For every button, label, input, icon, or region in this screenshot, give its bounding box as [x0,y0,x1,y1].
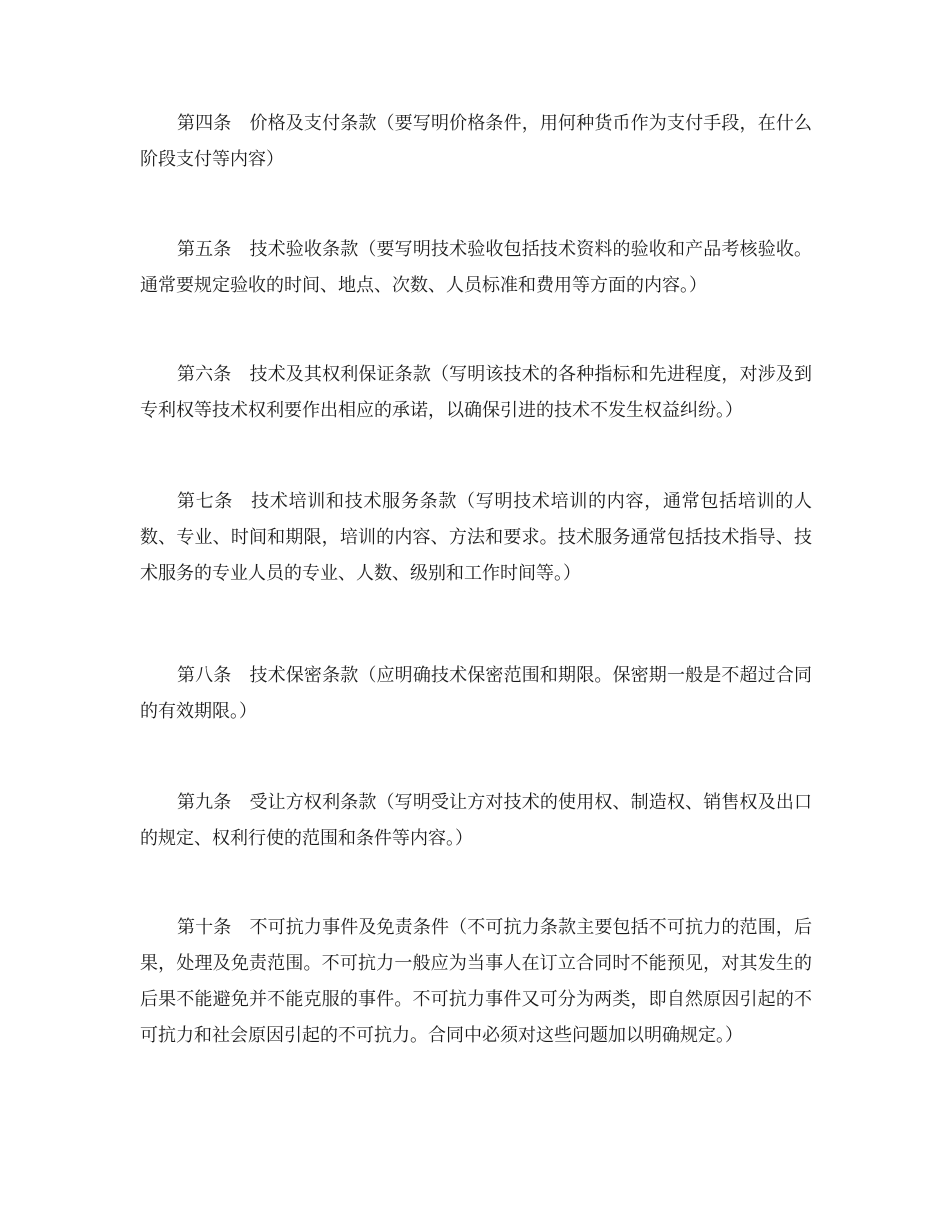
clause-text: 价格及支付条款（要写明价格条件，用何种货币作为支付手段，在什么阶段支付等内容） [140,113,813,170]
clause-text: 技术及其权利保证条款（写明该技术的各种指标和先进程度，对涉及到专利权等技术权利要作出相应的承诺，以确保引进的技术不发生权益纠纷。） [140,364,813,421]
clause-text: 技术验收条款（要写明技术验收包括技术资料的验收和产品考核验收。通常要规定验收的时间、地点、次数、人员标准和费用等方面的内容。） [140,239,813,296]
clause-6 [140,357,812,429]
clause-number: 第八条 [177,665,232,686]
clause-number: 第四条 [177,113,232,134]
clause-text: 技术培训和技术服务条款（写明技术培训的内容，通常包括培训的人数、专业、时间和期限，培训的内容、方法和要求。技术服务通常包括技术指导、技术服务的专业人员的专业、人数、级别和工作时间等。） [140,491,812,584]
clause-4 [140,106,812,178]
clause-text: 技术保密条款（应明确技术保密范围和期限。保密期一般是不超过合同的有效期限。） [140,665,813,722]
clause-8 [140,658,812,730]
clause-number: 第十条 [177,917,232,938]
clause-10 [140,910,812,1054]
clause-number: 第六条 [177,364,232,385]
clause-number: 第七条 [177,491,234,512]
clause-text: 不可抗力事件及免责条件（不可抗力条款主要包括不可抗力的范围，后果，处理及免责范围。不可抗力一般应为当事人在订立合同时不能预见，对其发生的后果不能避免并不能克服的事件。不可抗力事件又可分为两类，即自然原因引起的不可抗力和社会原因引起的不可抗力。合同中必须对这些问题加以明确规定。） [140,917,813,1046]
clause-9 [140,785,812,857]
clause-7 [140,484,812,592]
clause-number: 第九条 [177,792,232,813]
clause-5 [140,232,812,304]
clause-text: 受让方权利条款（写明受让方对技术的使用权、制造权、销售权及出口的规定、权利行使的范围和条件等内容。） [140,792,813,849]
clause-number: 第五条 [177,239,232,260]
